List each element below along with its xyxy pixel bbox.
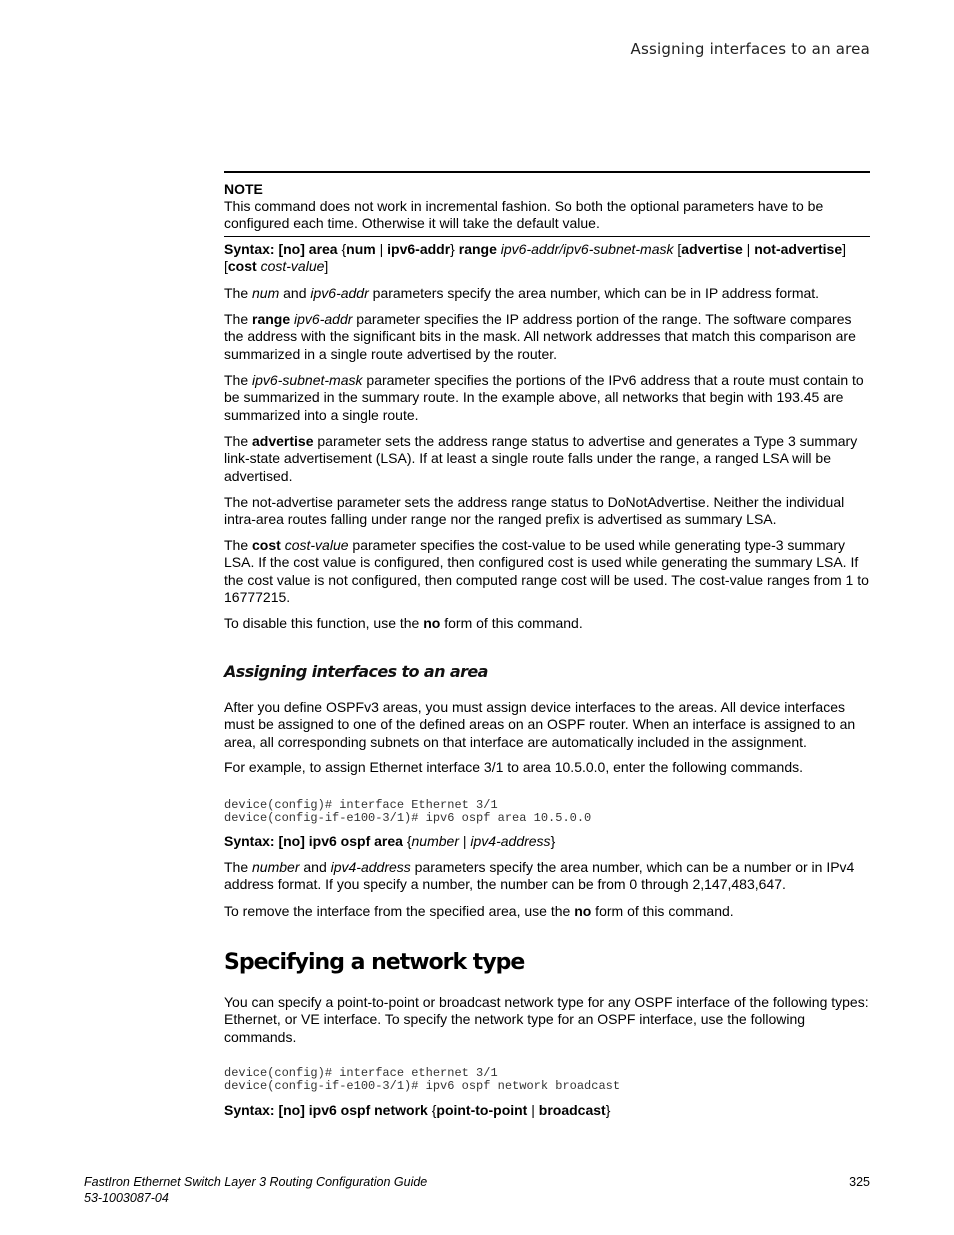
code-block-network [224,1067,870,1092]
code-block-assign [224,799,870,824]
text: To remove the interface from the specified area, use the [224,903,575,919]
paragraph-advertise [224,433,870,485]
code-line: device(config)# interface Ethernet 3/1 [224,798,498,812]
syntax-param: number [411,833,459,849]
syntax-keyword: not-advertise [754,241,843,257]
syntax-keyword: num [346,241,376,257]
syntax-param: ipv4-address [470,833,551,849]
syntax-param: cost-value [260,258,325,275]
text: parameter specifies the portions of the IPv6 address that a route must contain to be summarized in the summary route. In the example above, all networks that begin with 193.45 are summarized into a single route. [224,372,864,423]
paragraph-num-ipv6 [224,285,870,302]
text: form of this command. [591,903,734,919]
paragraph-assign-intro [224,699,870,751]
text: The not-advertise parameter sets the address range status to DoNotAdvertise. Neither the individual intra-area routes falling under range nor the ranged prefix is advertised as summary LSA. [224,494,845,528]
text: The [224,372,253,388]
syntax-keyword: broadcast [538,1102,606,1118]
text: To disable this function, use the [224,615,424,631]
text: and [279,285,311,301]
paragraph-assign-example [224,759,870,776]
param: ipv6-addr [310,285,369,301]
syntax-prefix: Syntax: [no] area [224,241,338,257]
syntax-text: } [550,833,556,849]
note-text: This command does not work in incremental fashion. So both the optional parameters have to be configured each time. Otherwise it will take the default value. [224,198,824,232]
keyword: no [574,903,592,919]
syntax-keyword: ipv6-addr [387,241,451,257]
paragraph-remove [224,903,870,920]
syntax-text: { [402,833,412,849]
running-header: Assigning interfaces to an area [630,40,870,58]
keyword: cost [252,537,281,553]
paragraph-network-intro [224,994,870,1046]
syntax-prefix: Syntax: [no] ipv6 ospf area [224,833,403,849]
paragraph-range [224,311,870,363]
footer-left [84,1174,427,1206]
text: The [224,433,253,449]
syntax-text: } [450,241,459,257]
syntax-text: [ [224,258,228,275]
syntax-param: ipv6-addr/ipv6-subnet-mask [500,241,674,257]
assign-syntax [224,833,870,850]
text: The [224,311,253,327]
paragraph-disable [224,615,870,632]
footer-doc-number: 53-1003087-04 [84,1191,169,1205]
syntax-text: { [427,1102,437,1118]
text: form of this command. [440,615,583,631]
syntax-keyword: cost [227,258,257,275]
text: The [224,537,253,553]
syntax-text: ] [842,241,847,257]
syntax-prefix: Syntax: [no] ipv6 ospf network [224,1102,428,1118]
keyword: range [252,311,291,327]
text: After you define OSPFv3 areas, you must assign device interfaces to the areas. All device interfaces must be assigned to one of the defined areas on an OSPF router. When an interface is assigned to an area, all corresponding subnets on that interface are automatically included in the assignment. [224,699,856,750]
area-range-syntax [224,241,870,276]
paragraph-cost [224,537,870,606]
text: and [299,859,331,875]
text: The [224,285,253,301]
syntax-text: } [605,1102,611,1118]
heading-assigning-interfaces: Assigning interfaces to an area [224,662,488,681]
text: parameter specifies the cost-value to be used while generating type-3 summary LSA. If the cost value is configured, then configured cost is used while generating the summary LSA. If the cost value is not configured, then computed range cost will be used. The cost-value ranges from 1 to 16777215. [224,537,869,605]
text: parameter specifies the IP address portion of the range. The software compares the address with the significant bits in the mask. All network addresses that match this comparison are summarized in a single route advertised by the router. [224,311,856,362]
syntax-keyword: point-to-point [436,1102,528,1118]
syntax-text: | [527,1102,539,1118]
paragraph-subnet-mask [224,372,870,424]
text: parameter sets the address range status to advertise and generates a Type 3 summary link-state advertisement (LSA). If at least a single route falls under the range, a ranged LSA will be advertised. [224,433,858,484]
paragraph-not-advertise [224,494,870,529]
network-syntax [224,1102,870,1119]
syntax-text: | [458,833,471,849]
param: cost-value [284,537,349,553]
note-label: NOTE [224,181,263,197]
paragraph-number-ipv4 [224,859,870,894]
page-number: 325 [849,1175,870,1189]
text: For example, to assign Ethernet interface 3/1 to area 10.5.0.0, enter the following commands. [224,759,803,775]
footer-guide-title: FastIron Ethernet Switch Layer 3 Routing Configuration Guide [84,1175,428,1189]
syntax-text: [ [673,241,682,257]
text: You can specify a point-to-point or broadcast network type for any OSPF interface of the following types: Ethernet, or VE interface. To specify the network type for an OSPF interface, use the following commands. [224,994,869,1045]
param: ipv6-subnet-mask [252,372,363,388]
syntax-keyword: advertise [681,241,743,257]
code-line: device(config-if-e100-3/1)# ipv6 ospf network broadcast [224,1078,621,1093]
text: parameters specify the area number, which can be a number or in IPv4 address format. If you specify a number, the number can be from 0 through 2,147,483,647. [224,859,855,893]
text: parameters specify the area number, which can be in IP address format. [368,285,820,301]
syntax-text: | [375,241,388,257]
syntax-text: ] [324,258,329,275]
keyword: advertise [252,433,314,449]
param: number [252,859,300,875]
code-line: device(config)# interface ethernet 3/1 [224,1066,498,1080]
text: The [224,859,253,875]
syntax-keyword: range [458,241,497,257]
keyword: no [423,615,441,631]
param: ipv6-addr [294,311,353,327]
syntax-text: | [742,241,755,257]
note-box [224,171,870,237]
param: ipv4-address [330,859,411,875]
syntax-text: { [337,241,347,257]
param: num [252,285,280,301]
heading-network-type: Specifying a network type [224,950,525,975]
code-line: device(config-if-e100-3/1)# ipv6 ospf area 10.5.0.0 [224,810,592,825]
